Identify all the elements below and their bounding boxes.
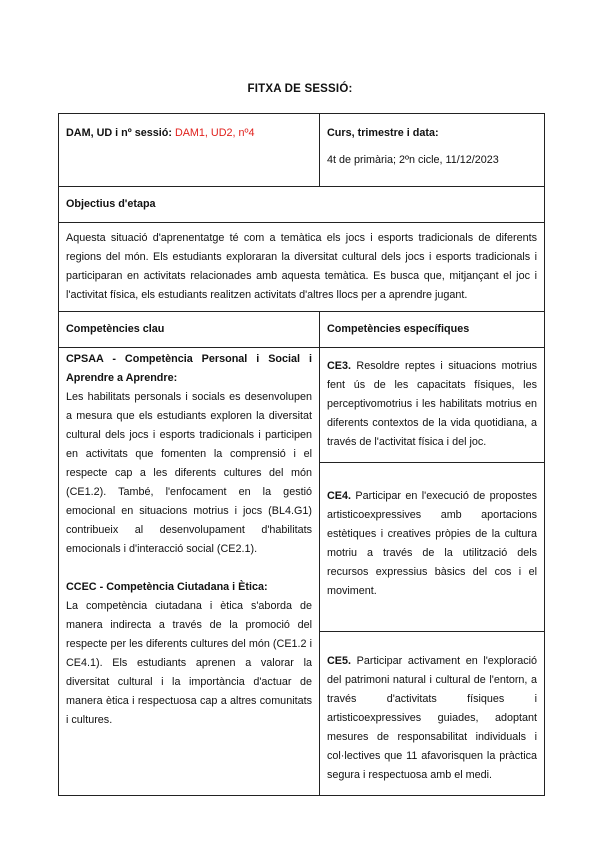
session-info-row [59,114,545,187]
session-cell [59,114,320,187]
spec-code: CE3. [327,360,352,372]
key-competences-header: Competències clau [59,312,320,348]
ccec-title: CCEC - Competència Ciutadana i Ètica: [66,581,268,593]
cpsaa-title: CPSAA - Competència Personal i Social i Aprendre a Aprendre: [66,353,312,384]
objectives-header-row [59,187,545,223]
spec-text: Resoldre reptes i situacions motrius fent ús de les capacitats físiques, les perceptivomotrius i les habilitats motrius en diferents contextos de la vida quotidiana, a través de l'activitat física i del joc. [327,360,537,448]
ccec-text: La competència ciutadana i ètica s'aborda de manera indirecta a través de la promoció del respecte per les diferents cultures del món (CE1.2 i CE4.1). Els estudiants aprenen a valorar la diversitat cultural i la importància d'actuar de manera ètica i respectuosa cap a altres comunitats i cultures. [66,600,312,726]
session-value: DAM1, UD2, nº4 [174,127,255,139]
objectives-text: Aquesta situació d'aprenentatge té com a temàtica els jocs i esports tradicionals de diferents regions del món. Els estudiants exploraran la diversitat cultural dels jocs i esports tradicionals i participaran en activitats relacionades amb aquesta temàtica. Es busca que, mitjançant el joc i l'activitat física, els estudiants realitzen activitats d'altres llocs per a aprendre jugant. [59,223,545,312]
course-value: 4t de primària; 2ºn cicle, 11/12/2023 [327,154,499,166]
spec-text: Participar en l'execució de propostes artisticoexpressives amb aportacions estètiques i creatives pròpies de la cultura motriu a través de la utilització dels recursos expressius bàsics del cos i el moviment. [327,490,537,597]
specific-competences-header: Competències específiques [320,312,545,348]
spec-code: CE5. [327,655,352,667]
objectives-row [59,223,545,312]
spec-text: Participar activament en l'exploració del patrimoni natural i cultural de l'entorn, a través d'activitats físiques i artisticoexpressives guiades, adoptant mesures de responsabilitat individuals i col·lectives que 11 afavorisquen la pràctica segura i respectuosa amb el medi. [327,655,537,781]
spec-code: CE4. [327,490,352,502]
course-label: Curs, trimestre i data: [327,127,439,139]
key-competences-cell [59,348,320,796]
session-label: DAM, UD i nº sessió: [66,127,172,139]
competences-row [59,348,545,796]
course-cell [320,114,545,187]
competences-header-row [59,312,545,348]
spec-item-ce4 [320,463,544,632]
spec-item-ce3 [320,348,544,463]
spec-item-ce5 [320,632,544,795]
objectives-header: Objectius d'etapa [59,187,545,223]
session-sheet-table [58,113,545,796]
cpsaa-text: Les habilitats personals i socials es desenvolupen a mesura que els estudiants exploren la diversitat cultural dels jocs i esports tradicionals i participen en activitats que fomenten la comprensió i el respecte cap a les diferents cultures del món (CE1.2). També, l'enfocament en la gestió emocional en situacions motrius i jocs (BL4.G1) contribueix al desenvolupament d'habilitats emocionals i d'interacció social (CE2.1). [66,391,312,555]
specific-competences-cell [320,348,545,796]
page-title: FITXA DE SESSIÓ: [247,83,353,95]
